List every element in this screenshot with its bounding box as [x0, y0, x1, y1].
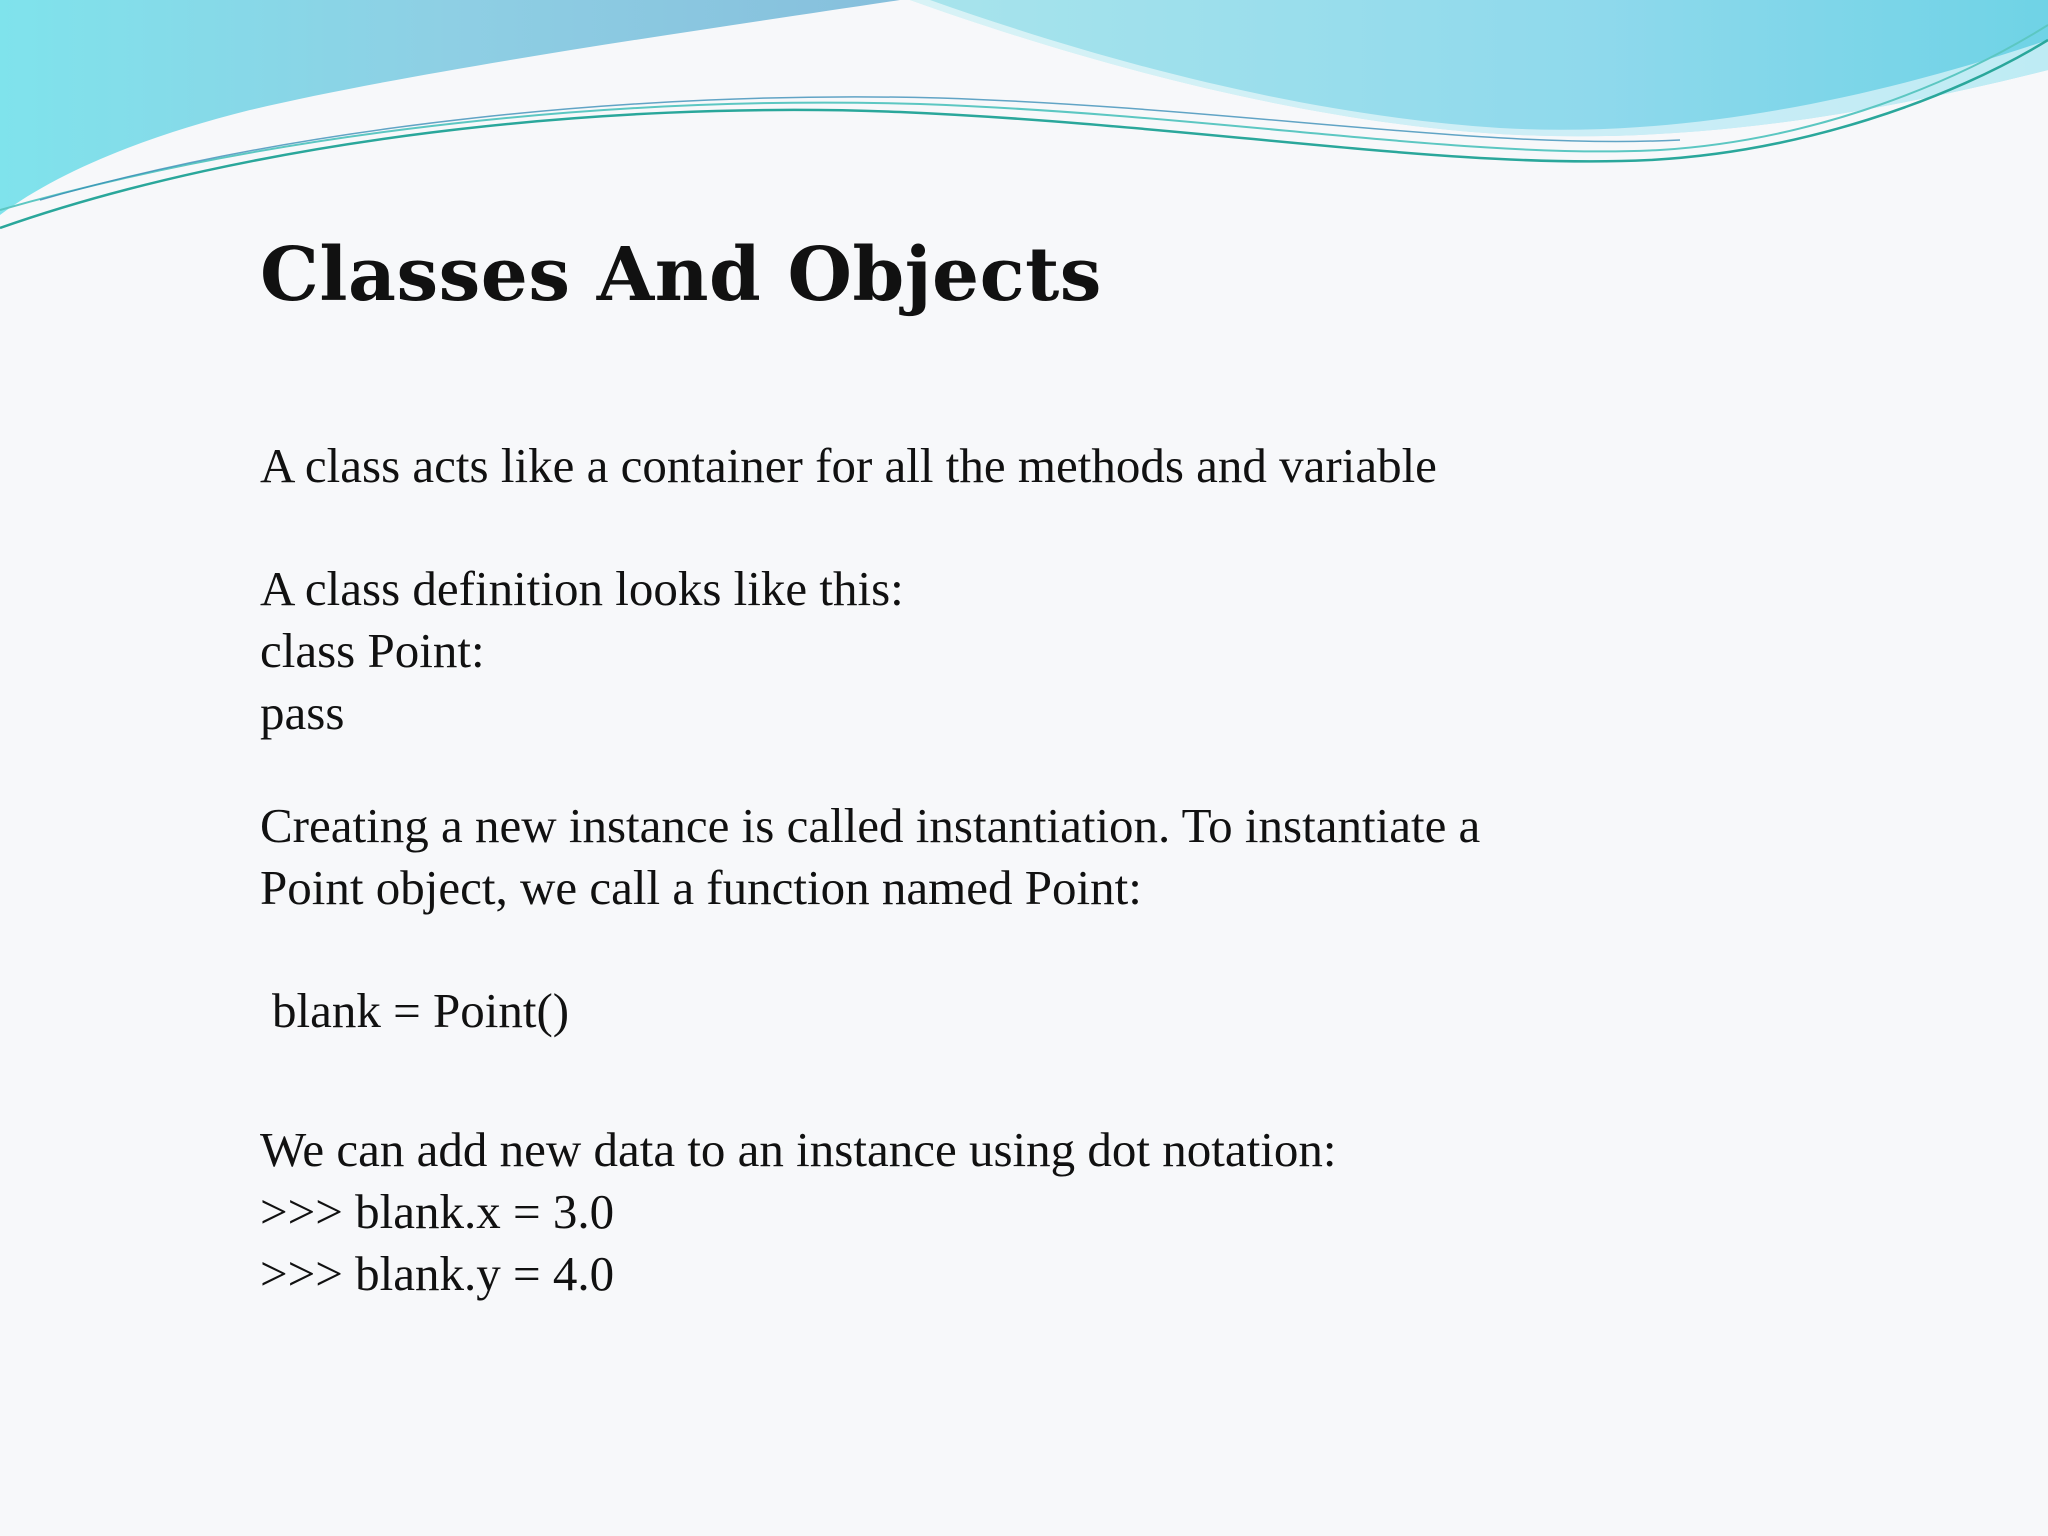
code-class-line: class Point: — [260, 623, 485, 678]
instantiation-text-line-1: Creating a new instance is called instantiation. To instantiate a — [260, 798, 1481, 853]
instantiation-text-line-2: Point object, we call a function named Point: — [260, 860, 1142, 915]
slide-title: Classes And Objects — [260, 232, 1102, 318]
code-y-line: >>> blank.y = 4.0 — [260, 1246, 615, 1301]
intro-text: A class acts like a container for all the methods and variable — [260, 438, 1437, 493]
code-pass-line: pass — [260, 685, 345, 740]
code-x-line: >>> blank.x = 3.0 — [260, 1184, 615, 1239]
wave-left-shape — [0, 0, 900, 215]
code-blank-line: blank = Point() — [272, 983, 570, 1038]
dot-notation-text: We can add new data to an instance using dot notation: — [260, 1122, 1337, 1177]
definition-heading-text: A class definition looks like this: — [260, 561, 904, 616]
wave-banner — [0, 0, 2048, 240]
